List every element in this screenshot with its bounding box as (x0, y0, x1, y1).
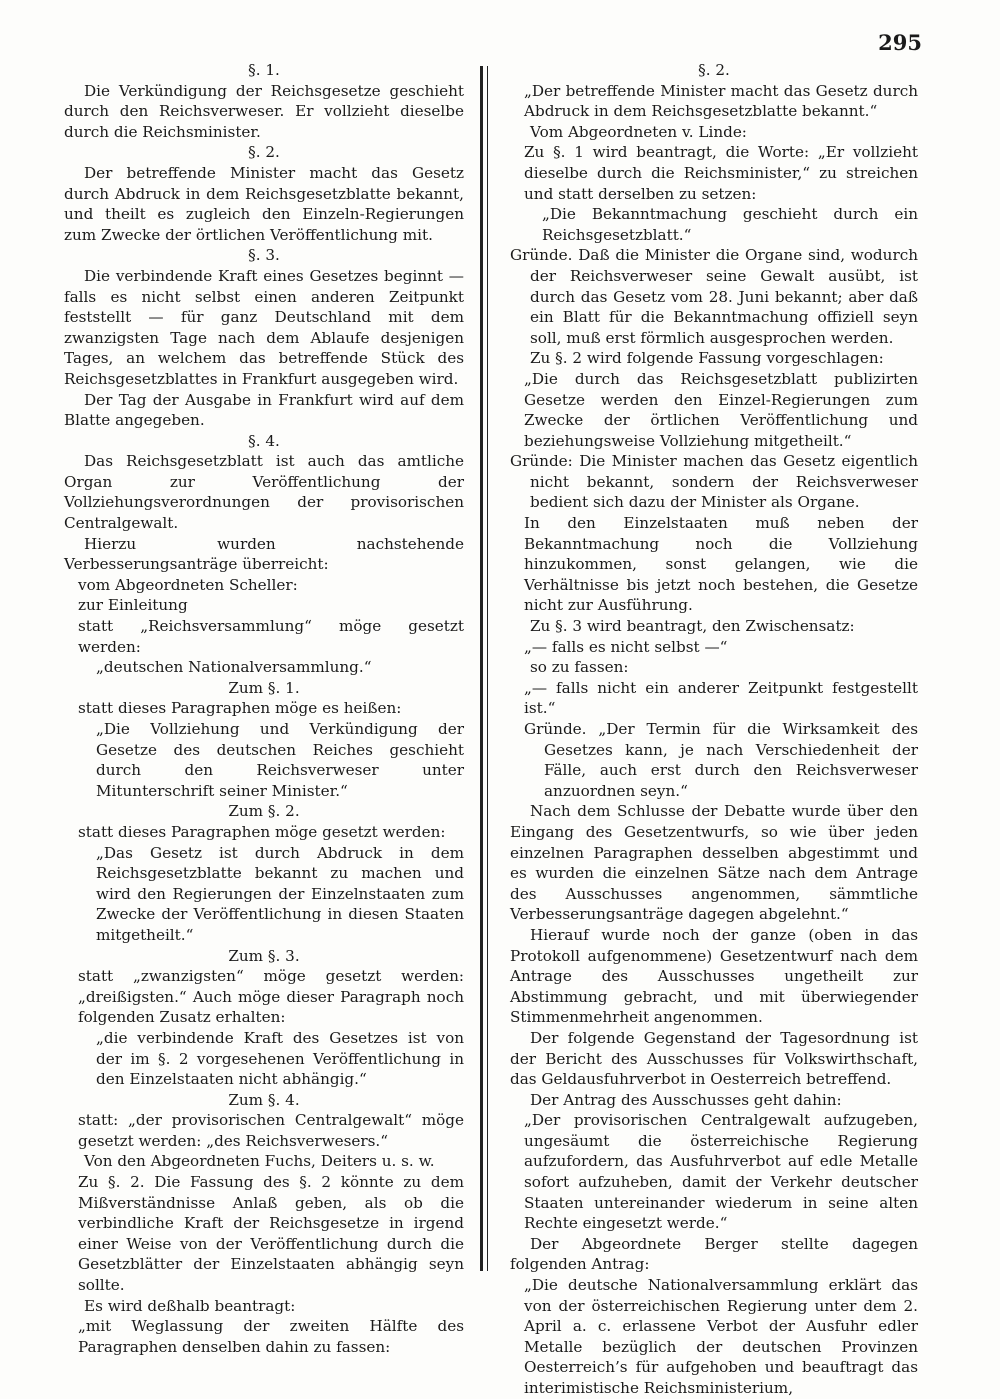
paragraph: Der folgende Gegenstand der Tagesordnung ist der Bericht des Ausschusses für Volkswirthschaft, das Geldausfuhrverbot in Oesterreich betreffend. (510, 1028, 918, 1089)
paragraph: „Die deutsche Nationalversammlung erklärt das von der österreichischen Regierung unter dem 2. April a. c. erlassene Verbot der Ausfuhr edler Metalle bezüglich der deutschen Provinzen Oesterreich’s für aufgehoben und beauftragt das interimistische Reichsministerium, (524, 1276, 918, 1397)
paragraph: Der Tag der Ausgabe in Frankfurt wird auf dem Blatte angegeben. (64, 390, 464, 430)
paragraph: Gründe. „Der Termin für die Wirksamkeit des Gesetzes kann, je nach Verschiedenheit der Fälle, auch erst durch den Reichsverweser anzuordnen seyn.“ (524, 720, 918, 800)
paragraph: „die verbindende Kraft des Gesetzes ist von der im §. 2 vorgesehenen Veröffentlichung in den Einzelstaaten nicht abhängig.“ (96, 1028, 464, 1089)
paragraph: Vom Abgeordneten v. Linde: (530, 122, 747, 141)
paragraph: Zu §. 3 wird beantragt, den Zwischensatz: (530, 617, 855, 636)
paragraph: Von den Abgeordneten Fuchs, Deiters u. s. w. (84, 1152, 435, 1171)
paragraph: Das Reichsgesetzblatt ist auch das amtliche Organ zur Veröffentlichung der Vollziehungsverordnungen der provisorischen Centralgewalt. (64, 452, 464, 533)
paragraph: statt dieses Paragraphen möge es heißen: (78, 699, 402, 718)
paragraph: Die Verkündigung der Reichsgesetze geschieht durch den Reichsverweser. Er vollzieht dieselbe durch die Reichsminister. (64, 81, 464, 141)
paragraph: zur Einleitung (78, 596, 188, 615)
paragraph: „Der provisorischen Centralgewalt aufzugeben, ungesäumt die österreichische Regierung aufzufordern, das Ausfuhrverbot auf edle Metalle sofort aufzuheben, damit der Verkehr deutscher Staaten untereinander wiederum in seine alten Rechte eingesetzt werde.“ (524, 1111, 918, 1233)
paragraph: In den Einzelstaaten muß neben der Bekanntmachung noch die Vollziehung hinzukommen, sonst gelangen, wie die Verhältnisse bis jetzt noch bestehen, die Gesetze nicht zur Ausführung. (524, 514, 918, 615)
paragraph: „Die durch das Reichsgesetzblatt publizirten Gesetze werden den Einzel-Regierungen zum Zwecke der örtlichen Veröffentlichung und beziehungsweise Vollziehung mitgetheilt.“ (524, 369, 918, 450)
paragraph: vom Abgeordneten Scheller: (78, 575, 298, 594)
section-heading: §. 2. (698, 61, 730, 79)
paragraph: Zu §. 1 wird beantragt, die Worte: „Er vollzieht dieselbe durch die Reichsminister,“ zu streichen und statt derselben zu setzen: (524, 143, 918, 203)
section-heading: §. 1. (248, 61, 280, 79)
paragraph: Der Antrag des Ausschusses geht dahin: (530, 1090, 842, 1109)
paragraph: statt: „der provisorischen Centralgewalt“ möge gesetzt werden: „des Reichsverwesers.“ (78, 1111, 464, 1150)
paragraph: „Die Vollziehung und Verkündigung der Gesetze des deutschen Reiches geschieht durch den Reichsverweser unter Mitunterschrift seiner Minister.“ (96, 720, 464, 800)
paragraph: Der Abgeordnete Berger stellte dagegen folgenden Antrag: (510, 1234, 918, 1274)
right-column (510, 60, 918, 1399)
left-column (64, 60, 464, 1357)
paragraph: statt „zwanzigsten“ möge gesetzt werden: „dreißigsten.“ Auch möge dieser Paragraph noch folgenden Zusatz erhalten: (78, 967, 464, 1027)
paragraph: statt „Reichsversammlung“ möge gesetzt werden: (78, 617, 464, 656)
paragraph: Hierzu wurden nachstehende Verbesserungsanträge überreicht: (64, 534, 464, 574)
section-heading: Zum §. 4. (228, 1090, 300, 1109)
paragraph: Gründe. Daß die Minister die Organe sind, wodurch der Reichsverweser seine Gewalt ausübt, ist durch das Gesetz vom 28. Juni bekannt; aber daß ein Blatt für die Bekanntmachung offiziell seyn soll, muß erst förmlich ausgesprochen werden. (510, 246, 918, 347)
paragraph: Nach dem Schlusse der Debatte wurde über den Eingang des Gesetzentwurfs, so wie über jeden einzelnen Paragraphen desselben abgestimmt und es wurden die einzelnen Sätze nach dem Antrage des Ausschusses angenommen, sämmtliche Verbesserungsanträge dagegen abgelehnt.“ (510, 802, 918, 924)
paragraph: Die verbindende Kraft eines Gesetzes beginnt — falls es nicht selbst einen anderen Zeitpunkt feststellt — für ganz Deutschland mit dem zwanzigsten Tage nach dem Ablaufe desjenigen Tages, an welchem das betreffende Stück des Reichsgesetzblattes in Frankfurt ausgegeben wird. (64, 266, 464, 388)
paragraph: Es wird deßhalb beantragt: (84, 1296, 296, 1315)
page-number: 295 (878, 30, 922, 55)
section-heading: §. 4. (248, 431, 280, 450)
section-heading: Zum §. 3. (228, 946, 300, 965)
paragraph: so zu fassen: (530, 658, 629, 677)
paragraph: Hierauf wurde noch der ganze (oben in das Protokoll aufgenommene) Gesetzentwurf nach dem Antrage des Ausschusses ungetheilt zur Abstimmung gebracht, und mit überwiegender Stimmenmehrheit angenommen. (510, 925, 918, 1027)
paragraph: Zu §. 2 wird folgende Fassung vorgeschlagen: (530, 349, 884, 368)
paragraph: Der betreffende Minister macht das Gesetz durch Abdruck in dem Reichsgesetzblatte bekannt, und theilt es zugleich den Einzeln-Regierungen zum Zwecke der örtlichen Veröffentlichung mit. (64, 163, 464, 244)
section-heading: §. 2. (248, 143, 280, 162)
paragraph: „Die Bekanntmachung geschieht durch ein Reichsgesetzblatt.“ (542, 205, 918, 244)
section-heading: §. 3. (248, 246, 280, 265)
paragraph: statt dieses Paragraphen möge gesetzt werden: (78, 822, 446, 841)
paragraph: „Der betreffende Minister macht das Gesetz durch Abdruck in dem Reichsgesetzblatte bekannt.“ (524, 81, 918, 121)
column-divider (480, 66, 488, 1271)
section-heading: Zum §. 1. (228, 678, 300, 697)
paragraph: „mit Weglassung der zweiten Hälfte des Paragraphen denselben dahin zu fassen: (78, 1317, 464, 1356)
paragraph: „— falls nicht ein anderer Zeitpunkt festgestellt ist.“ (524, 678, 918, 718)
paragraph: Gründe: Die Minister machen das Gesetz eigentlich nicht bekannt, sondern der Reichsverweser bedient sich dazu der Minister als Organe. (510, 452, 918, 512)
paragraph: „Das Gesetz ist durch Abdruck in dem Reichsgesetzblatte bekannt zu machen und wird den Regierungen der Einzelnstaaten zum Zwecke der Veröffentlichung in diesen Staaten mitgetheilt.“ (96, 843, 464, 944)
paragraph: „deutschen Nationalversammlung.“ (96, 658, 372, 677)
section-heading: Zum §. 2. (228, 802, 300, 821)
paragraph: Zu §. 2. Die Fassung des §. 2 könnte zu dem Mißverständnisse Anlaß geben, als ob die verbindliche Kraft der Reichsgesetze in irgend einer Weise von der Veröffentlichung durch die Gesetzblätter der Einzelstaaten abhängig seyn sollte. (78, 1173, 464, 1295)
paragraph: „— falls es nicht selbst —“ (524, 637, 728, 656)
